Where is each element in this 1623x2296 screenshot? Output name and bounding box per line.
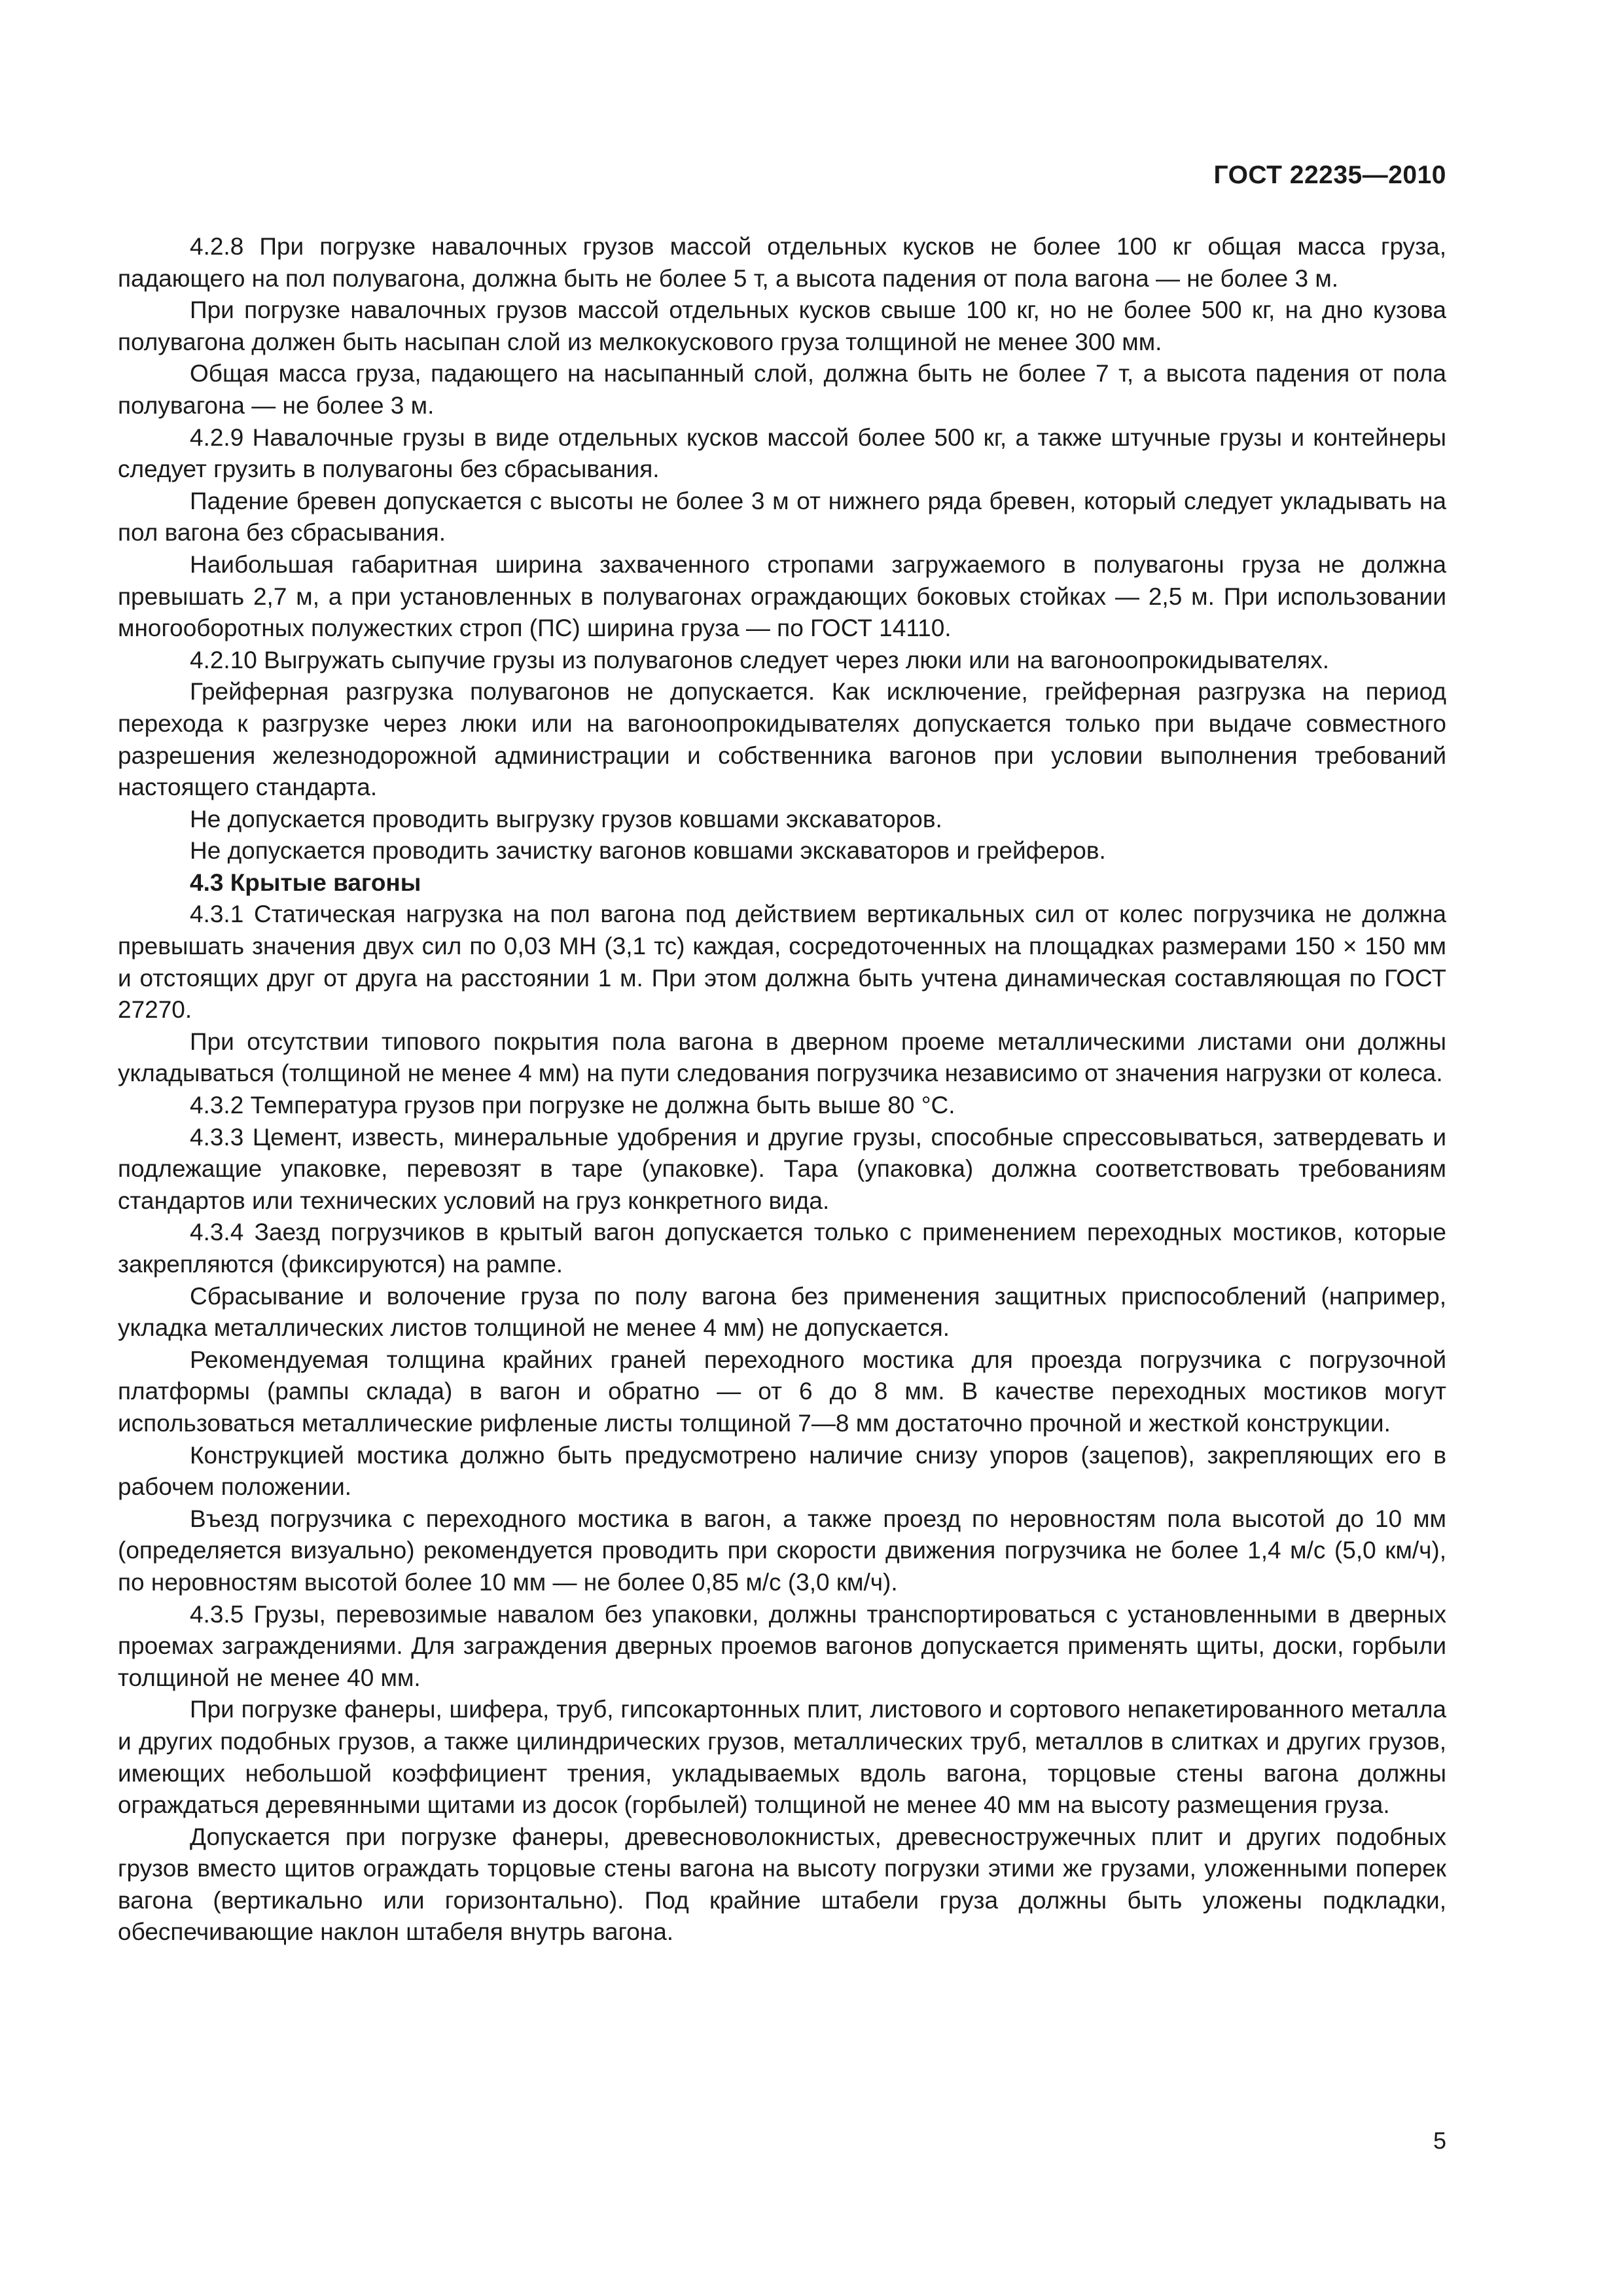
paragraph: Общая масса груза, падающего на насыпанный слой, должна быть не более 7 т, а высота падения от пола полувагона — не более 3 м. — [118, 360, 1446, 419]
paragraph: Въезд погрузчика с переходного мостика в вагон, а также проезд по неровностям пола высотой до 10 мм (определяется визуально) рекомендуется проводить при скорости движения погрузчика не более 1,4 м/с (5,0 км/ч), по неровностям высотой более 10 мм — не более 0,85 м/с (3,0 км/ч). — [118, 1505, 1446, 1596]
page-number: 5 — [1433, 2127, 1446, 2154]
paragraph: 4.3.4 Заезд погрузчиков в крытый вагон допускается только с применением переходных мостиков, которые закрепляются (фиксируются) на рампе. — [118, 1219, 1446, 1278]
paragraph: Не допускается проводить выгрузку грузов ковшами экскаваторов. — [190, 805, 942, 833]
paragraph: 4.3.3 Цемент, известь, минеральные удобрения и другие грузы, способные спрессовываться, затвердевать и подлежащие упаковке, перевозят в таре (упаковке). Тара (упаковка) должна соответствовать требованиям стандартов или технических условий на груз конкретного вида. — [118, 1123, 1446, 1214]
paragraph: Наибольшая габаритная ширина захваченного стропами загружаемого в полувагоны груза не должна превышать 2,7 м, а при установленных в полувагонах ограждающих боковых стойках — 2,5 м. При использовании многооборотных полужестких строп (ПС) ширина груза — по ГОСТ 14110. — [118, 550, 1446, 642]
section-heading: 4.3 Крытые вагоны — [190, 869, 421, 896]
paragraph: 4.3.1 Статическая нагрузка на пол вагона под действием вертикальных сил от колес погрузчика не должна превышать значения двух сил по 0,03 МН (3,1 тс) каждая, сосредоточенных на площадках размерами 150 × 150 мм и отстоящих друг от друга на расстоянии 1 м. При этом должна быть учтена динамическая составляющая по ГОСТ 27270. — [118, 901, 1446, 1024]
document-page — [118, 0, 1446, 2296]
paragraph: При погрузке навалочных грузов массой отдельных кусков свыше 100 кг, но не более 500 кг, на дно кузова полувагона должен быть насыпан слой из мелкокускового груза толщиной не менее 300 мм. — [118, 296, 1446, 355]
paragraph: Рекомендуемая толщина крайних граней переходного мостика для проезда погрузчика с погрузочной платформы (рампы склада) в вагон и обратно — от 6 до 8 мм. В качестве переходных мостиков могут использоваться металлические рифленые листы толщиной 7—8 мм достаточно прочной и жесткой конструкции. — [118, 1346, 1446, 1437]
paragraph: 4.2.8 При погрузке навалочных грузов массой отдельных кусков не более 100 кг общая масса груза, падающего на пол полувагона, должна быть не более 5 т, а высота падения от пола вагона — не более 3 м. — [118, 233, 1446, 292]
paragraph: 4.3.5 Грузы, перевозимые навалом без упаковки, должны транспортироваться с установленными в дверных проемах заграждениями. Для заграждения дверных проемов вагонов допускается применять щиты, доски, горбыли толщиной не менее 40 мм. — [118, 1600, 1446, 1691]
paragraph: При отсутствии типового покрытия пола вагона в дверном проеме металлическими листами они должны укладываться (толщиной не менее 4 мм) на пути следования погрузчика независимо от значения нагрузки от колеса. — [118, 1028, 1446, 1087]
paragraph: Не допускается проводить зачистку вагонов ковшами экскаваторов и грейферов. — [190, 837, 1106, 865]
document-header: ГОСТ 22235—2010 — [1213, 161, 1446, 189]
paragraph: 4.2.9 Навалочные грузы в виде отдельных кусков массой более 500 кг, а также штучные грузы и контейнеры следует грузить в полувагоны без сбрасывания. — [118, 423, 1446, 483]
paragraph: Допускается при погрузке фанеры, древесноволокнистых, древесностружечных плит и других подобных грузов вместо щитов ограждать торцовые стены вагона на высоту погрузки этими же грузами, уложенными поперек вагона (вертикально или горизонтально). Под крайние штабели груза должны быть уложены подкладки, обеспечивающие наклон штабеля внутрь вагона. — [118, 1823, 1446, 1946]
paragraph: Грейферная разгрузка полувагонов не допускается. Как исключение, грейферная разгрузка на период перехода к разгрузке через люки или на вагоноопрокидывателях допускается только при выдаче совместного разрешения железнодорожной администрации и собственника вагонов при условии выполнения требований настоящего стандарта. — [118, 678, 1446, 801]
document-body — [118, 231, 1446, 1948]
paragraph: 4.3.2 Температура грузов при погрузке не должна быть выше 80 °С. — [190, 1092, 955, 1119]
paragraph: Сбрасывание и волочение груза по полу вагона без применения защитных приспособлений (например, укладка металлических листов толщиной не менее 4 мм) не допускается. — [118, 1282, 1446, 1342]
paragraph: 4.2.10 Выгружать сыпучие грузы из полувагонов следует через люки или на вагоноопрокидывателях. — [190, 646, 1329, 673]
paragraph: При погрузке фанеры, шифера, труб, гипсокартонных плит, листового и сортового непакетированного металла и других подобных грузов, а также цилиндрических грузов, металлических труб, металлов в слитках и других грузов, имеющих небольшой коэффициент трения, укладываемых вдоль вагона, торцовые стены вагона должны ограждаться деревянными щитами из досок (горбылей) толщиной не менее 40 мм на высоту размещения груза. — [118, 1696, 1446, 1819]
paragraph: Падение бревен допускается с высоты не более 3 м от нижнего ряда бревен, который следует укладывать на пол вагона без сбрасывания. — [118, 487, 1446, 547]
paragraph: Конструкцией мостика должно быть предусмотрено наличие снизу упоров (зацепов), закрепляющих его в рабочем положении. — [118, 1441, 1446, 1501]
